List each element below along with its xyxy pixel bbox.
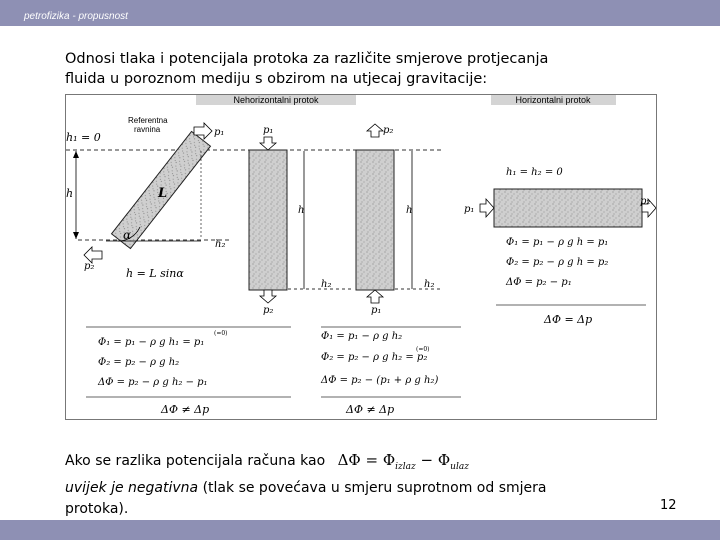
explanation-note xyxy=(65,450,655,520)
label-h2-up: h₂ xyxy=(424,279,435,290)
label-p1-inclined: p₁ xyxy=(214,127,225,138)
header-bar xyxy=(0,0,720,26)
label-h-up: h xyxy=(406,205,413,216)
label-p2-up: p₂ xyxy=(383,125,394,136)
flow-diagram-svg xyxy=(66,95,656,419)
left-result: ΔΦ ≠ Δp xyxy=(161,403,210,416)
label-h-down: h xyxy=(298,205,305,216)
horizontal-eq-phi2: Φ₂ = p₂ − ρ g h = p₂ xyxy=(506,257,609,268)
flow-diagram xyxy=(65,94,657,420)
footer-bar xyxy=(0,520,720,540)
left-cancel-mark: (=0) xyxy=(214,330,228,337)
label-alpha: α xyxy=(123,228,132,242)
horizontal-h-eq: h₁ = h₂ = 0 xyxy=(506,167,563,178)
horizontal-eq-phi1: Φ₁ = p₁ − ρ g h = p₁ xyxy=(506,237,609,248)
vertical-core-down xyxy=(249,150,287,290)
label-p1-down: p₁ xyxy=(263,125,274,136)
slide-title xyxy=(65,49,685,89)
label-p2-down: p₂ xyxy=(263,305,274,316)
header-label: petrofizika - propusnost xyxy=(24,11,128,22)
label-L: L xyxy=(158,186,168,201)
label-h-left: h xyxy=(66,187,74,200)
note-line-3: protoka). xyxy=(65,501,129,517)
label-h-eq: h = L sinα xyxy=(126,267,184,280)
label-p1-up: p₁ xyxy=(371,305,382,316)
note-rest: (tlak se povećava u smjeru suprotnom od smjera xyxy=(198,480,547,496)
label-p2-horizontal: p₂ xyxy=(640,196,651,207)
mid-eq-dphi: ΔΦ = p₂ − (p₁ + ρ g h₂) xyxy=(321,375,439,386)
nonhorizontal-title: Nehorizontalni protok xyxy=(233,95,319,105)
label-p1-horizontal: p₁ xyxy=(464,204,475,215)
note-italic: uvijek je negativna xyxy=(65,480,199,496)
note-prefix: Ako se razlika potencijala računa kao xyxy=(65,453,326,469)
left-eq-phi2: Φ₂ = p₂ − ρ g h₂ xyxy=(98,357,180,368)
label-h2-inclined: h₂ xyxy=(215,239,226,250)
mid-cancel-mark: (=0) xyxy=(416,346,430,353)
label-h1-zero: h₁ = 0 xyxy=(66,131,101,144)
note-line-2 xyxy=(65,478,655,499)
title-line-2: fluida u poroznom mediju s obzirom na utjecaj gravitacije: xyxy=(65,71,488,87)
horizontal-result: ΔΦ = Δp xyxy=(544,313,593,326)
mid-eq-phi2: Φ₂ = p₂ − ρ g h₂ = p₂ xyxy=(321,352,428,363)
reference-plane-line2: ravnina xyxy=(134,125,161,134)
horizontal-eq-dphi: ΔΦ = p₂ − p₁ xyxy=(506,277,572,288)
mid-result: ΔΦ ≠ Δp xyxy=(346,403,395,416)
horizontal-core xyxy=(494,189,642,227)
left-eq-phi1: Φ₁ = p₁ − ρ g h₁ = p₁ xyxy=(98,337,205,348)
label-h2-down: h₂ xyxy=(321,279,332,290)
horizontal-title: Horizontalni protok xyxy=(515,95,591,105)
potential-difference-formula: $\Delta\Phi = \Phi_{izlaz} - \Phi_{ulaz}$ xyxy=(337,451,469,472)
left-eq-dphi: ΔΦ = p₂ − ρ g h₂ − p₁ xyxy=(98,377,208,388)
mid-eq-phi1: Φ₁ = p₁ − ρ g h₂ xyxy=(321,331,403,342)
note-line-1 xyxy=(65,450,655,478)
label-p2-inclined: p₂ xyxy=(84,261,95,272)
vertical-core-up xyxy=(356,150,394,290)
title-line-1: Odnosi tlaka i potencijala protoka za različite smjerove protjecanja xyxy=(65,51,549,67)
page-number: 12 xyxy=(660,498,677,513)
reference-plane-line1: Referentna xyxy=(128,116,168,125)
